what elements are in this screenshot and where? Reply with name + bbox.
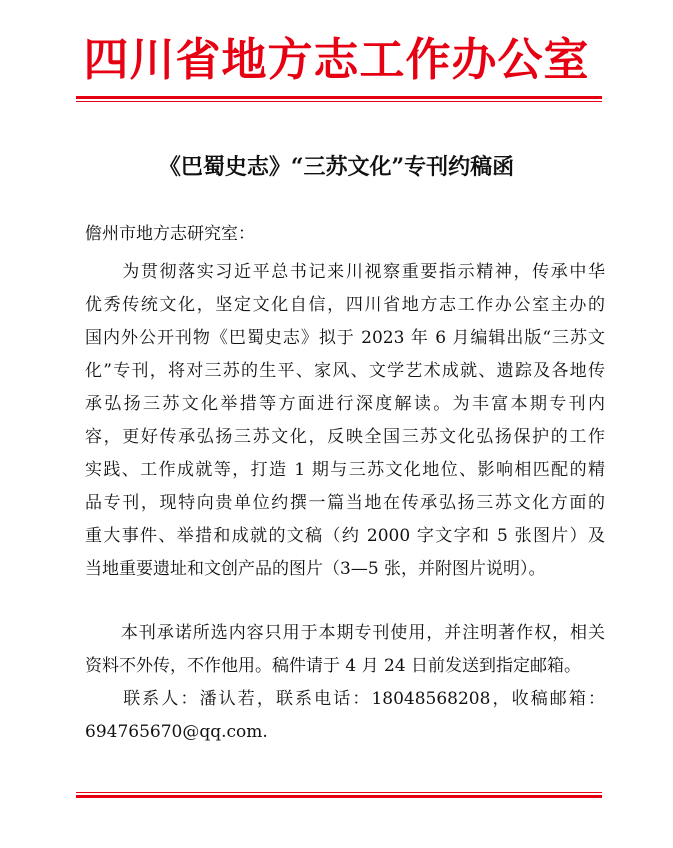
body-line: 品专刊，现特向贵单位约撰一篇当地在传承弘扬三苏文化方面的 [85,493,605,513]
letterhead-rule-thin [76,101,602,102]
footer-rule-thin [76,792,602,793]
body-line: 重大事件、举措和成就的文稿（约 2000 字文字和 5 张图片）及 [85,526,605,546]
contact-email-line: 694765670@qq.com. [85,722,268,742]
org-letterhead-title: 四川省地方志工作办公室 [83,33,590,86]
body-line: 承弘扬三苏文化举措等方面进行深度解读。为丰富本期专刊内 [85,394,605,414]
document-title: 《巴蜀史志》“三苏文化”专刊约稿函 [158,154,515,180]
body-line: 国内外公开刊物《巴蜀史志》拟于 2023 年 6 月编辑出版“三苏文 [85,328,605,348]
body-line: 本刊承诺所选内容只用于本期专刊使用，并注明著作权，相关 [85,623,605,643]
body-line: 资料不外传，不作他用。稿件请于 4 月 24 日前发送到指定邮箱。 [85,656,582,676]
body-line: 为贯彻落实习近平总书记来川视察重要指示精神，传承中华 [85,262,605,282]
contact-line: 联系人：潘认若，联系电话：18048568208，收稿邮箱： [85,689,605,709]
body-line: 当地重要遗址和文创产品的图片（3—5 张，并附图片说明）。 [85,559,546,579]
body-line: 实践、工作成就等，打造 1 期与三苏文化地位、影响相匹配的精 [85,460,605,480]
body-line: 化”专刊，将对三苏的生平、家风、文学艺术成就、遗踪及各地传 [85,361,605,381]
letterhead-rule-thick [76,96,602,99]
body-line: 优秀传统文化，坚定文化自信，四川省地方志工作办公室主办的 [85,295,605,315]
salutation: 儋州市地方志研究室： [85,224,255,244]
body-line: 容，更好传承弘扬三苏文化，反映全国三苏文化弘扬保护的工作 [85,427,605,447]
footer-rule-thick [76,795,602,798]
